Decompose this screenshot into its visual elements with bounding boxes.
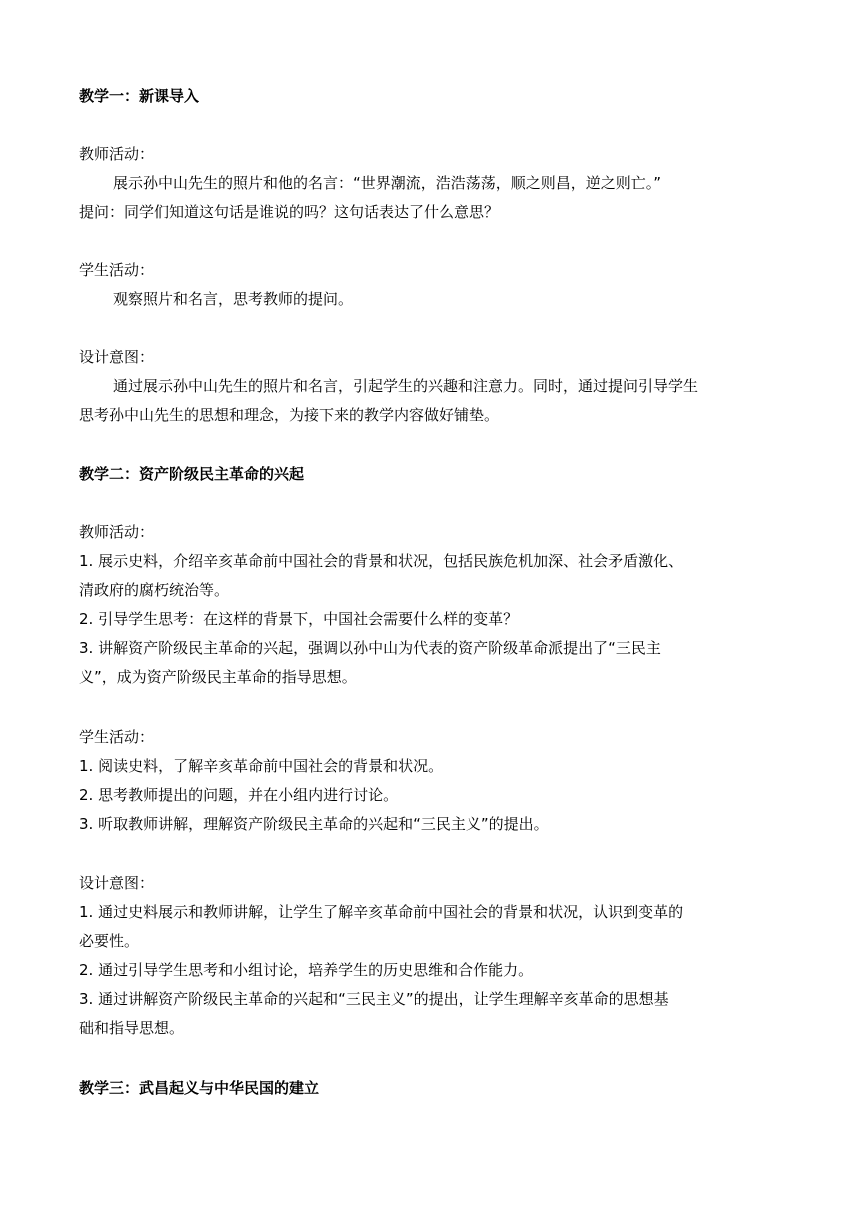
teacher-activity-label: 教师活动： — [79, 145, 155, 163]
design-intent-label: 设计意图： — [79, 874, 155, 892]
teacher-activity-label: 教师活动： — [79, 523, 155, 541]
paragraph-line: 思考孙中山先生的思想和理念，为接下来的教学内容做好铺垫。 — [79, 406, 500, 424]
section-heading: 教学三：武昌起义与中华民国的建立 — [79, 1079, 320, 1097]
list-item: 2. 通过引导学生思考和小组讨论，培养学生的历史思维和合作能力。 — [79, 961, 534, 979]
list-item: 2. 思考教师提出的问题，并在小组内进行讨论。 — [79, 786, 399, 804]
list-item: 义”，成为资产阶级民主革命的指导思想。 — [79, 668, 357, 686]
section-heading: 教学一：新课导入 — [79, 87, 200, 105]
paragraph-line: 通过展示孙中山先生的照片和名言，引起学生的兴趣和注意力。同时，通过提问引导学生 — [113, 377, 699, 395]
list-item: 1. 通过史料展示和教师讲解，让学生了解辛亥革命前中国社会的背景和状况，认识到变革的 — [79, 903, 684, 921]
list-item: 3. 讲解资产阶级民主革命的兴起，强调以孙中山为代表的资产阶级革命派提出了“三民主 — [79, 639, 661, 657]
list-item: 础和指导思想。 — [79, 1019, 185, 1037]
student-activity-label: 学生活动： — [79, 728, 155, 746]
list-item: 清政府的腐朽统治等。 — [79, 581, 230, 599]
list-item: 3. 听取教师讲解，理解资产阶级民主革命的兴起和“三民主义”的提出。 — [79, 815, 549, 833]
design-intent-label: 设计意图： — [79, 348, 155, 366]
paragraph-line: 观察照片和名言，思考教师的提问。 — [113, 290, 354, 308]
student-activity-label: 学生活动： — [79, 261, 155, 279]
paragraph-line: 提问：同学们知道这句话是谁说的吗？这句话表达了什么意思？ — [79, 203, 500, 221]
list-item: 1. 阅读史料，了解辛亥革命前中国社会的背景和状况。 — [79, 757, 444, 775]
section-heading: 教学二：资产阶级民主革命的兴起 — [79, 465, 305, 483]
list-item: 3. 通过讲解资产阶级民主革命的兴起和“三民主义”的提出，让学生理解辛亥革命的思想基 — [79, 990, 669, 1008]
list-item: 必要性。 — [79, 932, 140, 950]
list-item: 1. 展示史料，介绍辛亥革命前中国社会的背景和状况，包括民族危机加深、社会矛盾激化、 — [79, 552, 684, 570]
list-item: 2. 引导学生思考：在这样的背景下，中国社会需要什么样的变革？ — [79, 610, 519, 628]
paragraph-line: 展示孙中山先生的照片和他的名言：“世界潮流，浩浩荡荡，顺之则昌，逆之则亡。” — [113, 174, 662, 192]
